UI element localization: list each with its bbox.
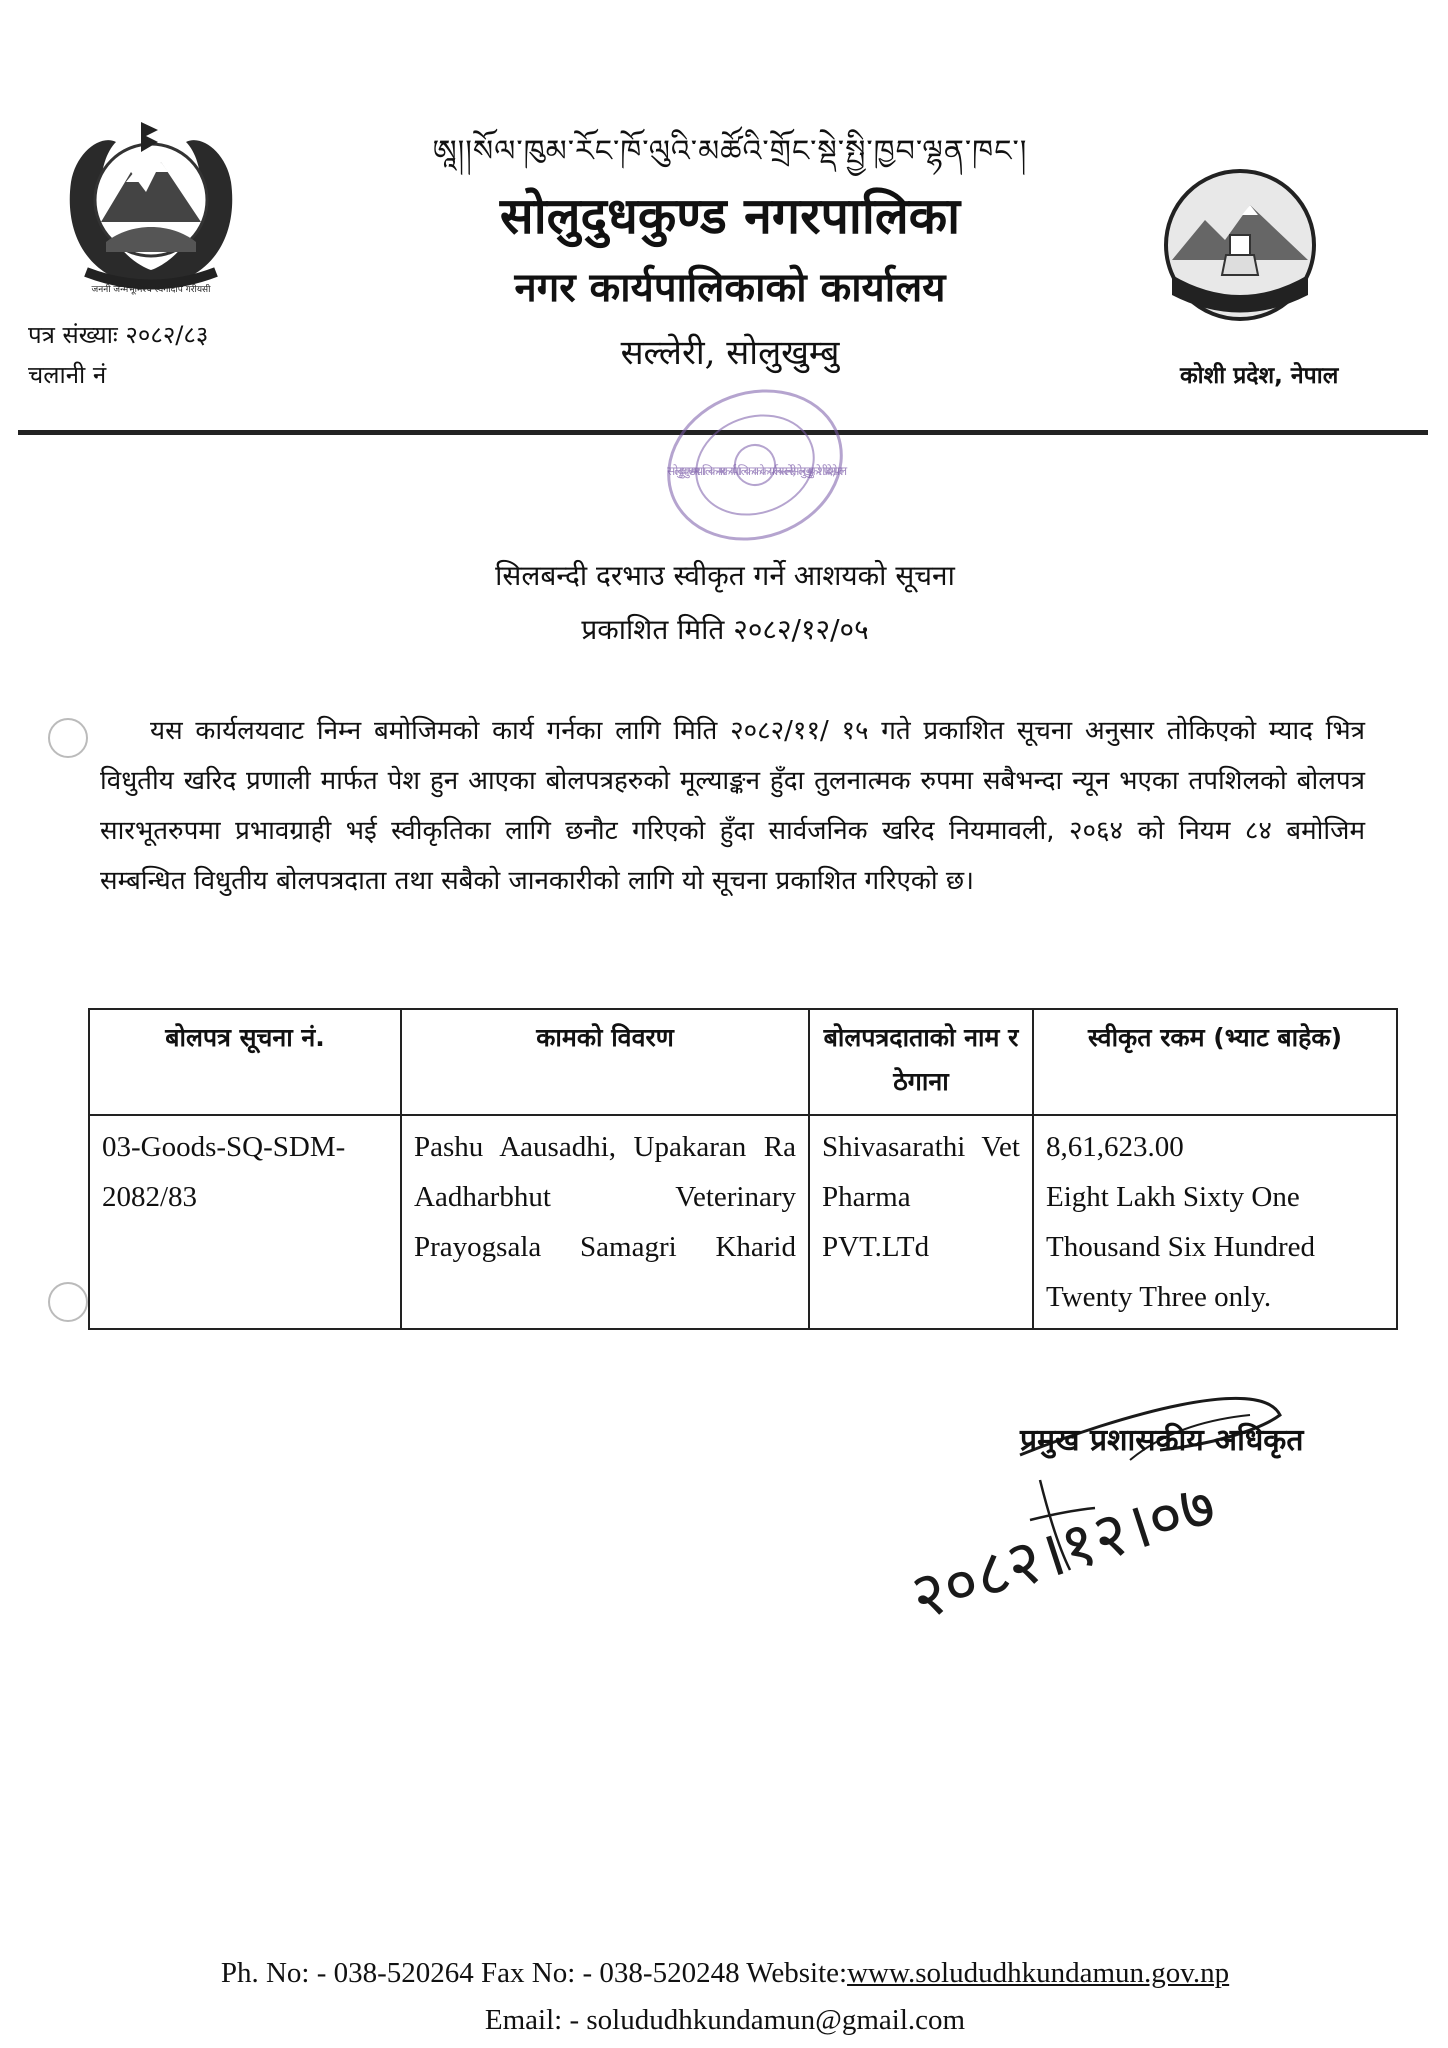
province-label: कोशी प्रदेश, नेपाल: [1180, 363, 1339, 389]
municipality-logo: [1160, 165, 1320, 325]
table-row: [89, 1115, 1397, 1329]
tibetan-heading: ཨཱ།།སོལ་ཁུམ་རོང་ཁོ་ལུའི་མཚོའི་གྲོང་སྡེ་སྤྱི་ཁྱབ་ལྷན་ཁང་།: [432, 134, 1028, 169]
stamp-text: सोलुदुधकुण्ड नगरपालिका नगर कार्यपालिकाको कार्यालय सल्लेरी, सोलुखुम्बु कोशी प्रदेश, नेपाल: [667, 464, 848, 478]
letter-number: पत्र संख्याः २०८२/८३: [28, 321, 209, 349]
notice-title: सिलबन्दी दरभाउ स्वीकृत गर्ने आशयको सूचना: [495, 559, 955, 592]
nepal-emblem-logo: [46, 112, 256, 302]
published-date: प्रकाशित मिति २०८२/१२/०५: [581, 613, 869, 646]
handwritten-date: [900, 1460, 1260, 1640]
punch-hole-bottom: [48, 1282, 88, 1322]
description-text: Pashu Aausadhi, Upakaran Ra Aadharbhut Veterinary Prayogsala Samagri Kharid: [414, 1131, 796, 1263]
dispatch-number: चलानी नं: [28, 361, 107, 389]
bidder-text: Shivasarathi Vet Pharma PVT.LTd: [822, 1131, 1020, 1263]
col-header-bidder: बोलपत्रदाताको नाम र ठेगाना: [809, 1009, 1033, 1115]
office-address: सल्लेरी, सोलुखुम्बु: [620, 333, 840, 373]
handwritten-date-text: २०८२।१२।०७: [902, 1467, 1225, 1636]
punch-hole-top: [48, 718, 88, 758]
cell-description: [401, 1115, 809, 1329]
office-name: नगर कार्यपालिकाको कार्यालय: [514, 264, 946, 311]
website-link[interactable]: www.solududhkundamun.gov.np: [847, 1957, 1230, 1989]
award-table: [88, 1008, 1398, 1330]
footer-email[interactable]: Email: - solududhkundamun@gmail.com: [484, 2004, 966, 2036]
col-header-amount: स्वीकृत रकम (भ्याट बाहेक): [1033, 1009, 1397, 1115]
emblem-motto: जननी जन्मभूमिश्च स्वर्गादपि गरीयसी: [91, 285, 211, 295]
cell-amount: [1033, 1115, 1397, 1329]
municipality-name: सोलुदुधकुण्ड नगरपालिका: [499, 186, 961, 245]
footer-contact: [100, 1957, 1350, 1990]
cell-bidder: [809, 1115, 1033, 1329]
table-header-row: [89, 1009, 1397, 1115]
notice-body: यस कार्यलयवाट निम्न बमोजिमको कार्य गर्नका लागि मिति २०८२/११/ १५ गते प्रकाशित सूचना अनुसार तोकिएको म्याद भित्र विधुतीय खरिद प्रणाली मार्फत पेश हुन आएका बोलपत्रहरुको मूल्याङ्कन हुँदा तुलनात्मक रुपमा सबैभन्दा न्यून भएका तपशिलको बोलपत्र सारभूतरुपमा प्रभावग्राही भई स्वीकृतिका लागि छनौट गरिएको हुँदा सार्वजनिक खरिद नियमावली, २०६४ को नियम ८४ बमोजिम सम्बन्धित विधुतीय बोलपत्रदाता तथा सबैको जानकारीको लागि यो सूचना प्रकाशित गरिएको छ।: [100, 716, 1365, 896]
signatory-title: प्रमुख प्रशासकीय अधिकृत: [1020, 1423, 1304, 1458]
cell-notice-no: 03-Goods-SQ-SDM-2082/83: [89, 1115, 401, 1329]
office-stamp: [655, 375, 855, 555]
footer-phone-fax: Ph. No: - 038-520264 Fax No: - 038-520248 Website:: [220, 1957, 848, 1989]
col-header-notice-no: बोलपत्र सूचना नं.: [89, 1009, 401, 1115]
col-header-description: कामको विवरण: [401, 1009, 809, 1115]
amount-figure: 8,61,623.00: [1046, 1131, 1184, 1163]
amount-words: Eight Lakh Sixty One Thousand Six Hundred Twenty Three only.: [1046, 1181, 1316, 1313]
